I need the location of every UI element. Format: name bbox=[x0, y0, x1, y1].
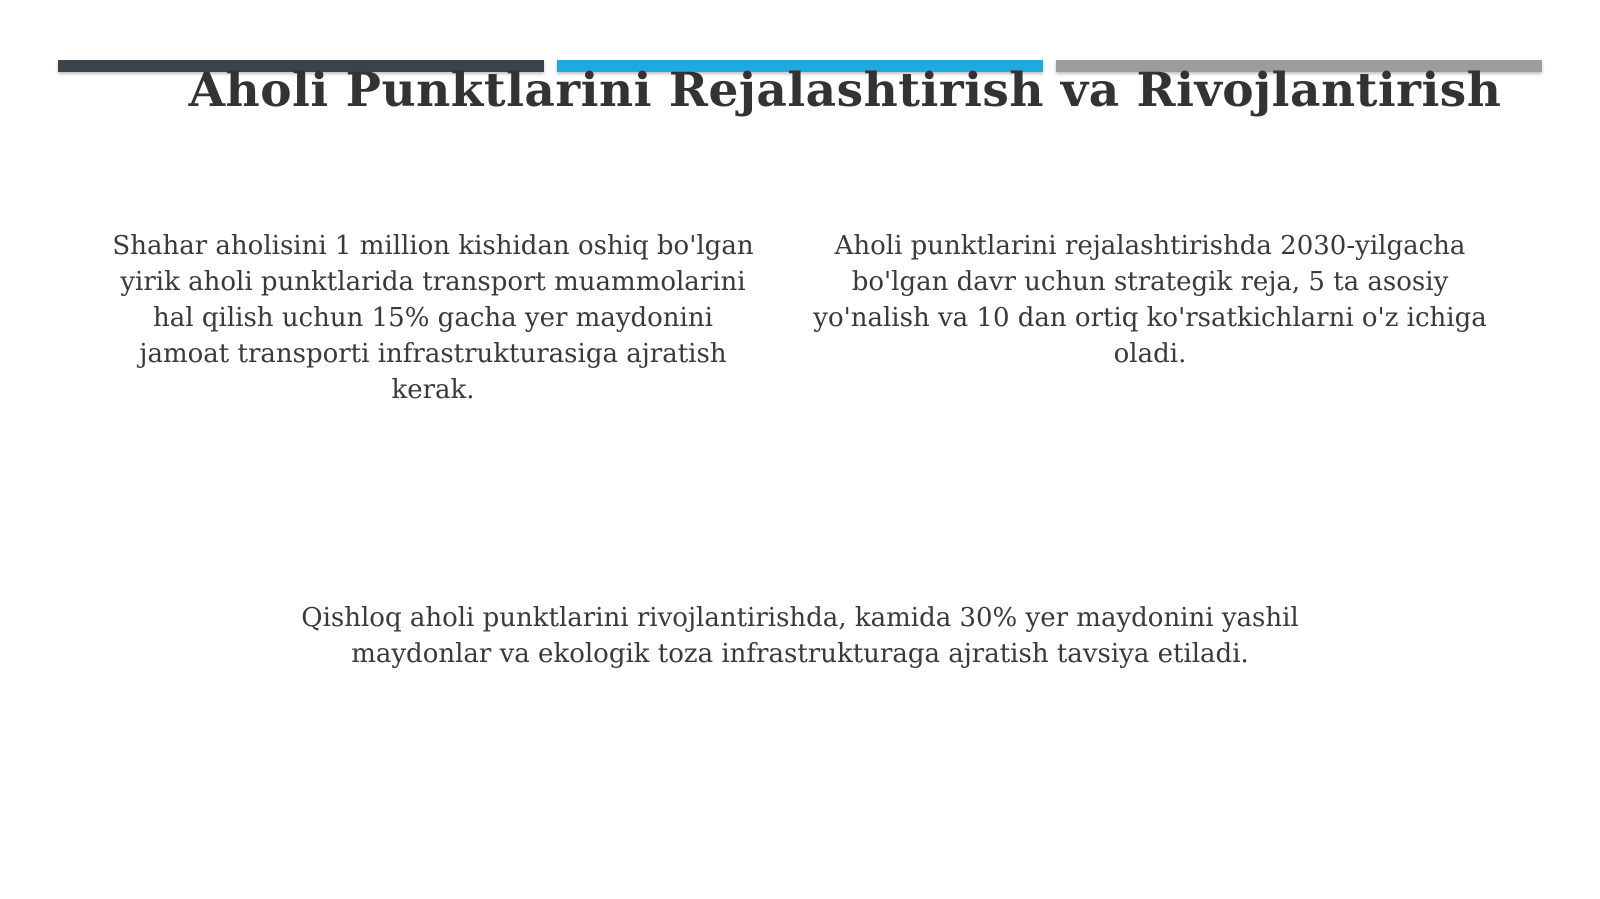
text-block-bottom: Qishloq aholi punktlarini rivojlantirishda, kamida 30% yer maydonini yashil maydonlar va ekologik toza infrastrukturaga ajratish tavsiya etiladi. bbox=[301, 603, 1299, 669]
slide-title: Aholi Punktlarini Rejalashtirish va Rivojlantirish bbox=[188, 63, 1502, 118]
text-block-right: Aholi punktlarini rejalashtirishda 2030-yilgacha bo'lgan davr uchun strategik reja, 5 ta asosiy yo'nalish va 10 dan ortiq ko'rsatkichlarni o'z ichiga oladi. bbox=[813, 231, 1487, 369]
text-block-left: Shahar aholisini 1 million kishidan oshiq bo'lgan yirik aholi punktlarida transport muammolarini hal qilish uchun 15% gacha yer maydonini jamoat transporti infrastrukturasiga ajratish kerak. bbox=[112, 231, 754, 405]
